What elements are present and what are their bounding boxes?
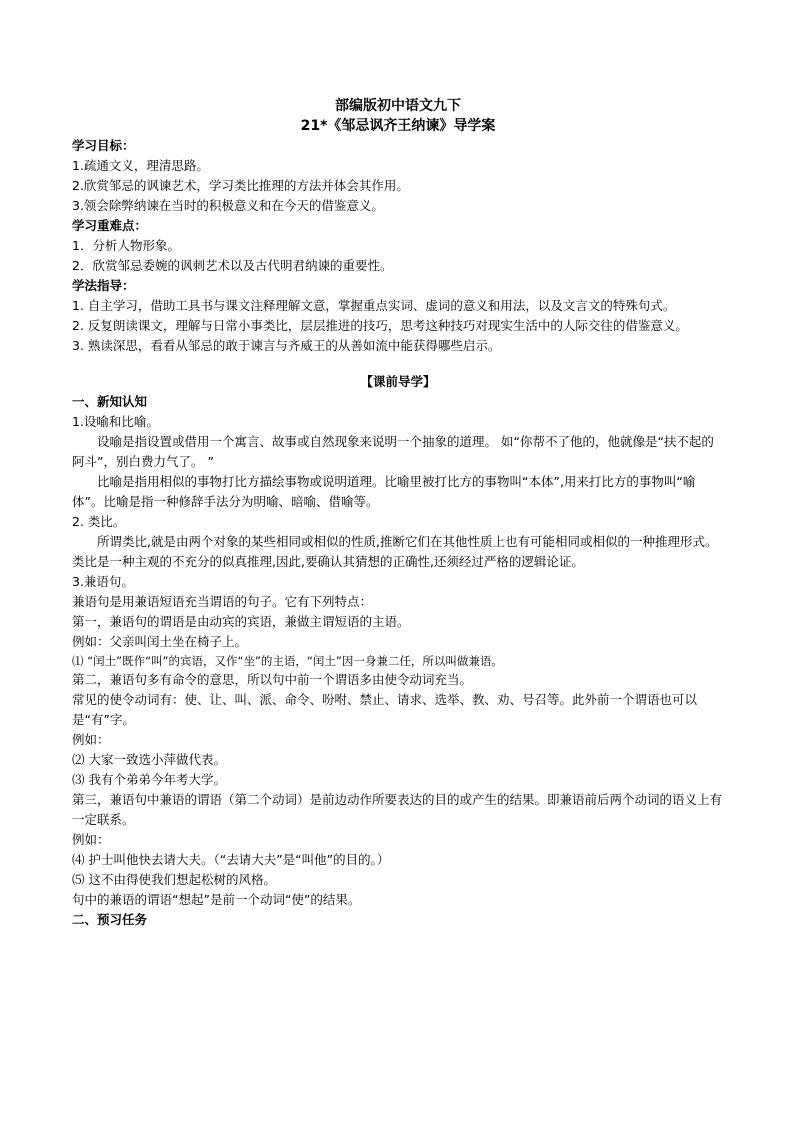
method-item: 3. 熟读深思，看看从邹忌的敢于谏言与齐威王的从善如流中能获得哪些启示。: [72, 338, 501, 353]
example-line: ⑵ 大家一致选小萍做代表。: [72, 752, 226, 767]
focus-heading: 学习重难点：: [72, 218, 148, 233]
doc-title-line2: 21*《邹忌讽齐王纳谏》导学案: [300, 118, 496, 134]
doc-title-line1: 部编版初中语文九下: [335, 98, 461, 114]
text-line: 例如：: [72, 732, 110, 747]
goal-item: 3.领会除弊纳谏在当时的积极意义和在今天的借鉴意义。: [72, 198, 384, 213]
method-item: 2. 反复朗读课文，理解与日常小事类比，层层推进的技巧，思考这种技巧对现实生活中的人际交往的借鉴意义。: [72, 318, 688, 333]
text-line: 例如：: [72, 832, 110, 847]
text-line: 兼语句是用兼语短语充当谓语的句子。它有下列特点：: [72, 594, 373, 609]
goal-item: 2.欣赏邹忌的讽谏艺术，学习类比推理的方法并体会其作用。: [72, 178, 409, 193]
paragraph-analogy: 所谓类比,就是由两个对象的某些相同或相似的性质,推断它们在其他性质上也有可能相同或相似的一种推理形式。类比是一种主观的不充分的似真推理,因此,要确认其猜想的正确性,还须经过严格的逻辑论证。: [72, 534, 718, 569]
paragraph-metaphor-definition: 比喻是指用相似的事物打比方描绘事物或说明道理。比喻里被打比方的事物叫“本体”,用来打比方的事物叫“喻体”。比喻是指一种修辞手法分为明喻、暗喻、借喻等。: [72, 474, 696, 509]
goals-heading: 学习目标：: [72, 138, 135, 153]
text-line: 第三，兼语句中兼语的谓语（第二个动词）是前边动作所要表达的目的或产生的结果。即兼语前后两个动词的语义上有一定联系。: [72, 792, 723, 827]
focus-item: 2．欣赏邹忌委婉的讽刺艺术以及古代明君纳谏的重要性。: [72, 258, 393, 273]
paragraph-analogy-definition: 设喻是指设置或借用一个寓言、故事或自然现象来说明一个抽象的道理。 如“你帮不了他的，他就像是“扶不起的阿斗”，别白费力气了。 ”: [72, 434, 714, 469]
example-line: ⑸ 这不由得使我们想起松树的风格。: [72, 872, 276, 887]
subheading-analogy: 2. 类比。: [72, 514, 126, 529]
methods-heading: 学法指导：: [72, 278, 135, 293]
text-line: 例如：父亲叫闰土坐在椅子上。: [72, 634, 248, 649]
text-line: 常见的使令动词有：使、让、叫、派、命令、吩咐、禁止、请求、选举、教、劝、号召等。此外前一个谓语也可以是“有”字。: [72, 692, 698, 727]
subheading-pivotal-sentence: 3.兼语句。: [72, 574, 134, 589]
example-note: ⑴ “闰土”既作“叫”的宾语，又作“坐”的主语，“闰土”因一身兼二任，所以叫做兼语。: [72, 654, 503, 668]
example-line: ⑷ 护士叫他快去请大夫。（“去请大夫”是“叫他”的目的。）: [72, 852, 390, 867]
goal-item: 1.疏通文义，理清思路。: [72, 158, 209, 173]
text-line: 第一，兼语句的谓语是由动宾的宾语，兼做主谓短语的主语。: [72, 614, 410, 629]
text-line: 第二，兼语句多有命令的意思，所以句中前一个谓语多由使令动词充当。: [72, 672, 473, 687]
focus-item: 1．分析人物形象。: [72, 238, 180, 253]
part2-heading: 二、预习任务: [72, 912, 148, 927]
document-page: [72, 96, 724, 930]
conclusion-line: 句中的兼语的谓语“想起”是前一个动词“使”的结果。: [72, 892, 361, 907]
part1-heading: 一、新知认知: [72, 394, 148, 409]
method-item: 1. 自主学习，借助工具书与课文注释理解文意，掌握重点实词、虚词的意义和用法，以及文言文的特殊句式。: [72, 298, 676, 313]
preview-section-heading: 【课前导学】: [360, 374, 436, 389]
example-line: ⑶ 我有个弟弟今年考大学。: [72, 772, 226, 787]
subheading-metaphor: 1.设喻和比喻。: [72, 414, 159, 429]
